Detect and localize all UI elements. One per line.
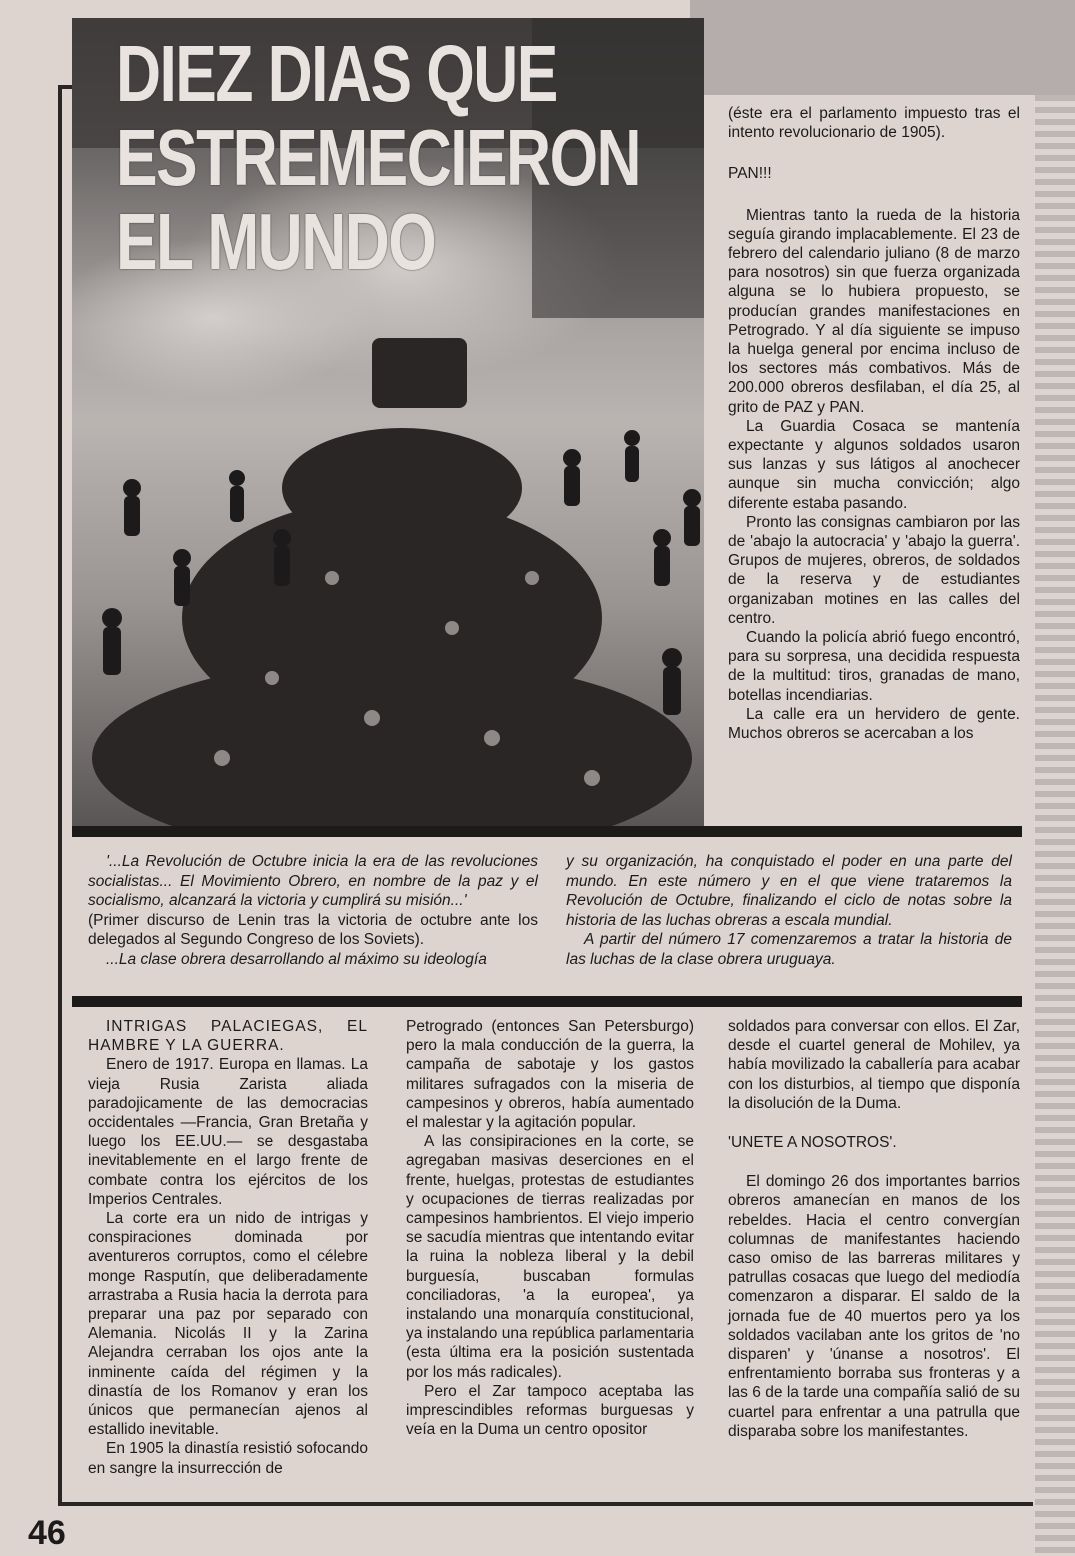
- column-1-paragraph-1: Enero de 1917. Europa en llamas. La vieja Rusia Zarista aliada paradojicamente de las democracias occidentales —Francia, Gran Bretaña y luego los EE.UU.— se desgastaba inevitablemente en el largo frente de combate contra los ejércitos de los Imperios Centrales.: [88, 1056, 368, 1208]
- headline: [116, 29, 641, 286]
- article-column-2: [406, 1017, 694, 1439]
- quote-rule-top: [72, 826, 1022, 837]
- right-column-paragraph-4: Cuando la policía abrió fuego encontró, para su sorpresa, una decidida respuesta de la multitud: tiros, granadas de mano, botellas incendiarias.: [728, 629, 1020, 704]
- editorial-note: y su organización, ha conquistado el poder en una parte del mundo. En este número y en el que viene trataremos la Revolución de Octubre, finalizando el ciclo de notas sobre la historia de las luchas obreras a escala mundial.: [566, 853, 1012, 929]
- page-frame-left: [58, 85, 62, 1505]
- column-3-paragraph-2: El domingo 26 dos importantes barrios obreros amanecían en manos de los rebeldes. Hacia el centro convergían columnas de manifestantes haciendo caso omiso de las barreras militares y patrullas cosacas que luego del mediodía comenzaron a disparar. El saldo de la jornada fue de 40 muertos pero ya los soldados vacilaban ante los gritos de 'no disparen' y 'únanse a nosotros'. El enfrentamiento borraba sus fronteras y a las 6 de la tarde una compañía salió de su cuartel para enfrentar a una patrulla que disparaba sobre los manifestantes.: [728, 1173, 1020, 1440]
- gray-header-band: [690, 0, 1075, 95]
- right-margin-band: [1035, 95, 1075, 1556]
- quote-attribution: (Primer discurso de Lenin tras la victoria de octubre ante los delegados al Segundo Congreso de los Soviets).: [88, 911, 538, 948]
- crowd-photo: [72, 18, 704, 826]
- editorial-next-issue: A partir del número 17 comenzaremos a tratar la historia de las luchas de la clase obrera uruguaya.: [566, 931, 1012, 968]
- article-column-1: [88, 1017, 368, 1478]
- column-3-paragraph-1: soldados para conversar con ellos. El Zar, desde el cuartel general de Mohilev, ya había movilizado la caballería para acabar con los disturbios, al tiempo que disponía la disolución de la Duma.: [728, 1018, 1020, 1112]
- right-column-paragraph-5: La calle era un hervidero de gente. Muchos obreros se acercaban a los: [728, 705, 1020, 743]
- quote-right: [566, 852, 1012, 969]
- lenin-quote: '...La Revolución de Octubre inicia la era de las revoluciones socialistas... El Movimiento Obrero, en nombre de la paz y el socialismo, alcanzará la victoria y cumplirá su misión...': [88, 853, 538, 909]
- section-title: INTRIGAS PALACIEGAS, EL HAMBRE Y LA GUERRA.: [88, 1018, 368, 1055]
- page-number: 46: [28, 1514, 66, 1552]
- column-2-paragraph-2: A las consipiraciones en la corte, se agregaban masivas deserciones en el frente, huelgas, protestas de estudiantes y ocupaciones de tierras realizadas por campesinos hambrientos. El viejo imperio se sacudía mientras que intentando evitar la ruina la nobleza liberal y la debil burguesía, buscaban formulas conciliadoras, 'a la europea', ya instalando una monarquía constitucional, ya instalando una república parlamentaria (esta última era la posición sustentada por los más radicales).: [406, 1133, 694, 1381]
- right-column: [728, 104, 1020, 743]
- article-column-3: [728, 1017, 1020, 1441]
- right-column-paragraph-1: Mientras tanto la rueda de la historia seguía girando implacablemente. El 23 de febrero del calendario juliano (8 de marzo para nosotros) sin que fuerza organizada alguna se lo hubiera propuesto, se producían grandes manifestaciones en Petrogrado. Y al día siguiente se impuso la huelga general por encima incluso de los sectores más combativos. Más de 200.000 obreros desfilaban, el día 25, al grito de PAZ y PAN.: [728, 206, 1020, 416]
- right-column-intro: (éste era el parlamento impuesto tras el intento revolucionario de 1905).: [728, 105, 1020, 142]
- quote-continuation: ...La clase obrera desarrollando al máximo su ideología: [106, 950, 487, 968]
- quote-left: [88, 852, 538, 969]
- headline-line-2: ESTREMECIERON: [116, 113, 641, 202]
- headline-line-1: DIEZ DIAS QUE: [116, 29, 557, 118]
- headline-line-3: EL MUNDO: [116, 197, 436, 286]
- column-1-paragraph-2: La corte era un nido de intrigas y conspiraciones dominada por aventureros corruptos, como el célebre monge Rasputín, que deliberadamente arrastraba a Rusia hacia la derrota para preparar una paz por separado con Alemania. Nicolás II y la Zarina Alejandra cerraban los ojos ante la inminente caída del régimen y la dinastía de los Romanov y eran los únicos que permanecían ajenos al estallido inevitable.: [88, 1210, 368, 1439]
- column-1-paragraph-3: En 1905 la dinastía resistió sofocando en sangre la insurrección de: [88, 1440, 368, 1477]
- quote-rule-bottom: [72, 996, 1022, 1007]
- column-3-subhead: 'UNETE A NOSOTROS'.: [728, 1134, 897, 1152]
- column-2-paragraph-3: Pero el Zar tampoco aceptaba las imprescindibles reformas burguesas y veía en la Duma un centro opositor: [406, 1382, 694, 1439]
- right-column-subhead: PAN!!!: [728, 165, 772, 183]
- right-column-paragraph-3: Pronto las consignas cambiaron por las de 'abajo la autocracia' y 'abajo la guerra'. Grupos de mujeres, obreros, de soldados de la reserva y de estudiantes organizaban motines en las calles del centro.: [728, 513, 1020, 627]
- page-frame-bottom: [58, 1502, 1033, 1506]
- right-column-paragraph-2: La Guardia Cosaca se mantenía expectante y algunos soldados usaron sus lanzas y sus látigos al anochecer aunque sin mucha convicción; algo diferente estaba pasando.: [728, 417, 1020, 512]
- column-2-paragraph-1: Petrogrado (entonces San Petersburgo) pero la mala conducción de la guerra, la campaña de sabotaje y los gastos militares sufragados con la miseria de campesinos y obreros, había aumentado el malestar y la agitación popular.: [406, 1018, 694, 1132]
